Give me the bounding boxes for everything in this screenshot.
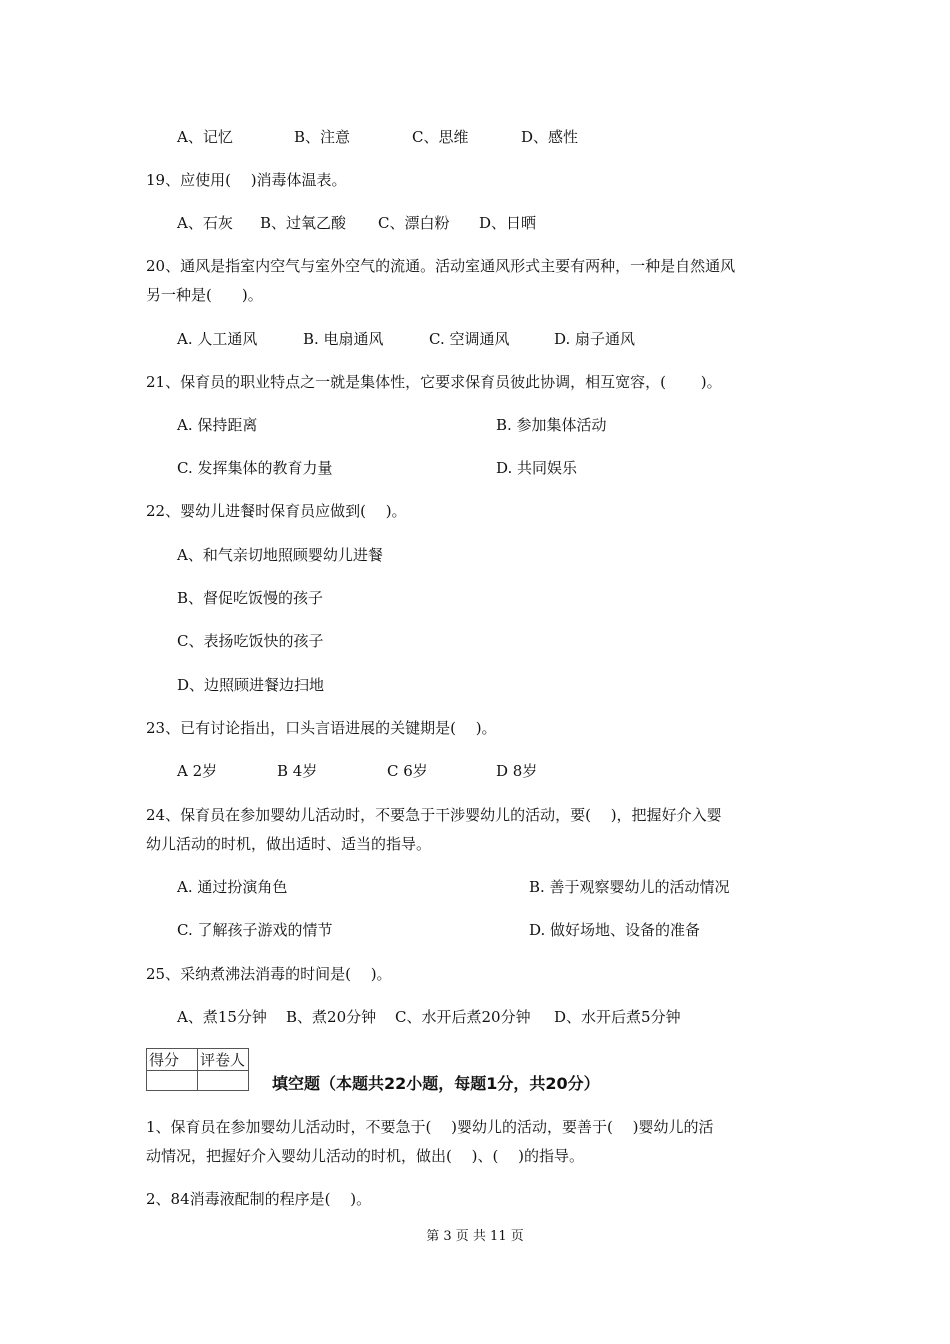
q21-option-c: C. 发挥集体的教育力量	[177, 459, 333, 477]
q24-option-c: C. 了解孩子游戏的情节	[177, 921, 333, 939]
q25-option-d: D、水开后煮5分钟	[554, 1008, 681, 1026]
q21-stem: 21、保育员的职业特点之一就是集体性，它要求保育员彼此协调，相互宽容，( )。	[146, 373, 722, 391]
q20-option-a: A. 人工通风	[177, 330, 258, 348]
score-cell	[147, 1071, 198, 1091]
q19-option-a: A、石灰	[177, 214, 233, 232]
q18-option-a: A、记忆	[177, 128, 233, 146]
q22-option-a: A、和气亲切地照顾婴幼儿进餐	[177, 546, 383, 564]
q24-option-b: B. 善于观察婴幼儿的活动情况	[529, 878, 730, 896]
q20-stem-line1: 20、通风是指室内空气与室外空气的流通。活动室通风形式主要有两种，一种是自然通风	[146, 257, 736, 275]
q23-option-d: D 8岁	[496, 762, 538, 780]
q24-option-d: D. 做好场地、设备的准备	[529, 921, 701, 939]
q19-option-b: B、过氧乙酸	[260, 214, 347, 232]
q20-stem-line2: 另一种是( )。	[146, 286, 263, 304]
q20-option-c: C. 空调通风	[429, 330, 510, 348]
section-title: 填空题（本题共22小题，每题1分，共20分）	[272, 1074, 600, 1093]
fill1-line1: 1、保育员在参加婴幼儿活动时，不要急于( )婴幼儿的活动，要善于( )婴幼儿的活	[146, 1118, 714, 1136]
q25-option-b: B、煮20分钟	[286, 1008, 377, 1026]
q22-stem: 22、婴幼儿进餐时保育员应做到( )。	[146, 502, 407, 520]
q19-option-c: C、漂白粉	[378, 214, 450, 232]
q20-option-b: B. 电扇通风	[303, 330, 384, 348]
q25-option-a: A、煮15分钟	[177, 1008, 267, 1026]
q19-option-d: D、日晒	[479, 214, 537, 232]
q24-stem-line1: 24、保育员在参加婴幼儿活动时，不要急于干涉婴幼儿的活动，要( )，把握好介入婴	[146, 806, 722, 824]
q24-stem-line2: 幼儿活动的时机，做出适时、适当的指导。	[146, 835, 432, 853]
q19-stem: 19、应使用( )消毒体温表。	[146, 171, 347, 189]
q25-stem: 25、采纳煮沸法消毒的时间是( )。	[146, 965, 392, 983]
q22-option-d: D、边照顾进餐边扫地	[177, 676, 325, 694]
q23-option-a: A 2岁	[177, 762, 218, 780]
q23-stem: 23、已有讨论指出，口头言语进展的关键期是( )。	[146, 719, 497, 737]
q20-option-d: D. 扇子通风	[554, 330, 636, 348]
q18-option-d: D、感性	[521, 128, 579, 146]
q23-option-c: C 6岁	[387, 762, 428, 780]
score-label: 得分	[147, 1049, 198, 1071]
fill2-line1: 2、84消毒液配制的程序是( )。	[146, 1190, 372, 1208]
q25-option-c: C、水开后煮20分钟	[395, 1008, 531, 1026]
score-box	[146, 1048, 249, 1091]
q22-option-b: B、督促吃饭慢的孩子	[177, 589, 324, 607]
q21-option-b: B. 参加集体活动	[496, 416, 607, 434]
reviewer-label: 评卷人	[198, 1049, 249, 1071]
page-footer: 第 3 页 共 11 页	[426, 1229, 524, 1244]
q22-option-c: C、表扬吃饭快的孩子	[177, 632, 324, 650]
q18-option-b: B、注意	[294, 128, 351, 146]
fill1-line2: 动情况，把握好介入婴幼儿活动的时机，做出( )、( )的指导。	[146, 1147, 584, 1165]
q23-option-b: B 4岁	[277, 762, 318, 780]
reviewer-cell	[198, 1071, 249, 1091]
q18-option-c: C、思维	[412, 128, 469, 146]
q21-option-a: A. 保持距离	[177, 416, 258, 434]
q21-option-d: D. 共同娱乐	[496, 459, 578, 477]
q24-option-a: A. 通过扮演角色	[177, 878, 288, 896]
